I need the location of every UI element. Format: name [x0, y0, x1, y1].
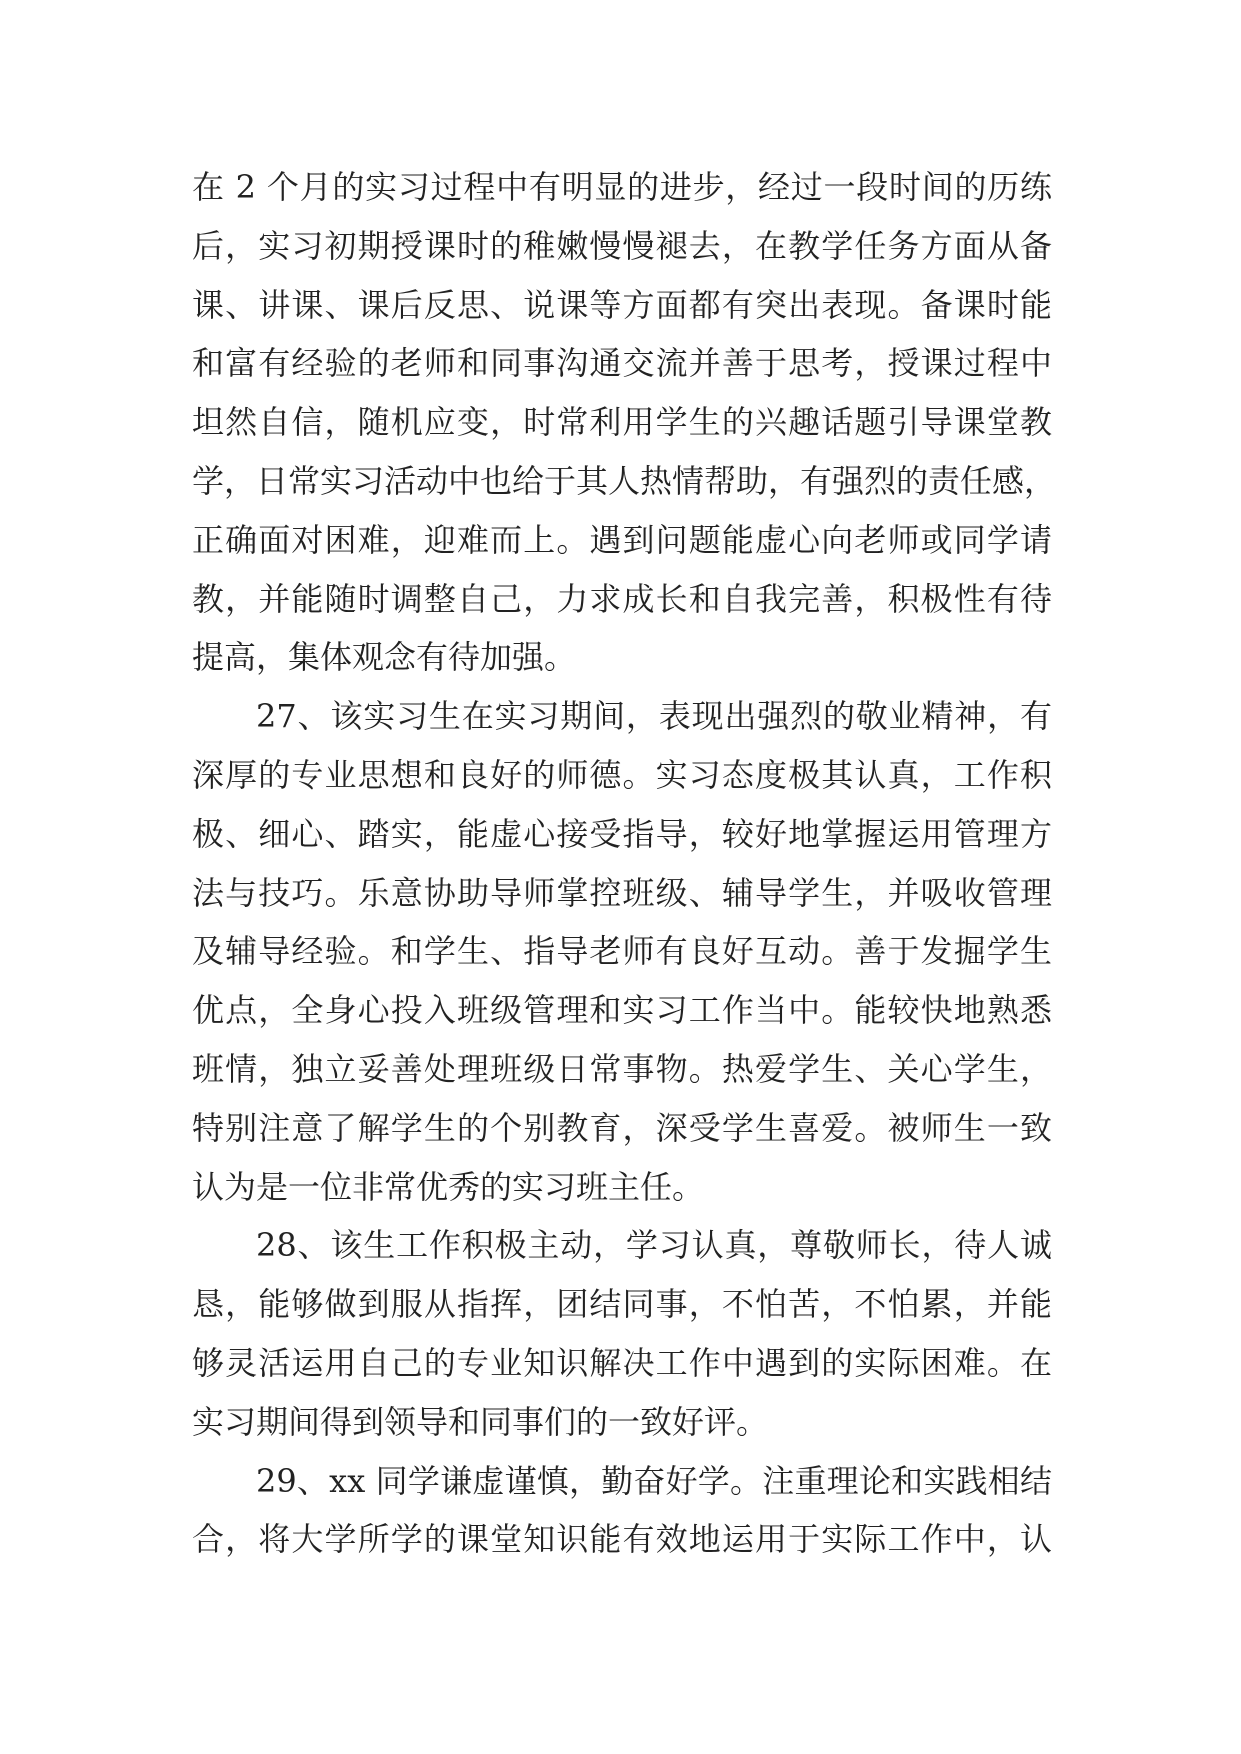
text-line: 优点，全身心投入班级管理和实习工作当中。能较快地熟悉: [192, 991, 1052, 1030]
text-line: 特别注意了解学生的个别教育，深受学生喜爱。被师生一致: [192, 1108, 1052, 1147]
text-line: 29、xx 同学谦虚谨慎，勤奋好学。注重理论和实践相结: [256, 1461, 1052, 1500]
text-line: 提高，集体观念有待加强。: [192, 638, 577, 677]
document-body: [192, 158, 1057, 1569]
text-line: 实习期间得到领导和同事们的一致好评。: [192, 1402, 769, 1441]
text-line: 和富有经验的老师和同事沟通交流并善于思考，授课过程中: [192, 344, 1052, 383]
text-line: 坦然自信，随机应变，时常利用学生的兴趣话题引导课堂教: [192, 403, 1052, 442]
text-line: 后，实习初期授课时的稚嫩慢慢褪去，在教学任务方面从备: [192, 226, 1052, 265]
text-line: 27、该实习生在实习期间，表现出强烈的敬业精神，有: [256, 697, 1052, 736]
text-line: 正确面对困难，迎难而上。遇到问题能虚心向老师或同学请: [192, 520, 1052, 559]
text-line: 学，日常实习活动中也给于其人热情帮助，有强烈的责任感，: [192, 461, 1057, 500]
text-line: 28、该生工作积极主动，学习认真，尊敬师长，待人诚: [256, 1226, 1052, 1265]
text-line: 极、细心、踏实，能虚心接受指导，较好地掌握运用管理方: [192, 814, 1052, 853]
text-line: 课、讲课、课后反思、说课等方面都有突出表现。备课时能: [192, 285, 1052, 324]
text-line: 合，将大学所学的课堂知识能有效地运用于实际工作中，认: [192, 1520, 1052, 1559]
text-line: 班情，独立妥善处理班级日常事物。热爱学生、关心学生，: [192, 1049, 1052, 1088]
text-line: 在 2 个月的实习过程中有明显的进步，经过一段时间的历练: [192, 168, 1052, 206]
text-line: 恳，能够做到服从指挥，团结同事，不怕苦，不怕累，并能: [192, 1285, 1052, 1324]
text-line: 及辅导经验。和学生、指导老师有良好互动。善于发掘学生: [192, 932, 1052, 971]
text-line: 深厚的专业思想和良好的师德。实习态度极其认真，工作积: [192, 755, 1052, 794]
text-line: 够灵活运用自己的专业知识解决工作中遇到的实际困难。在: [192, 1343, 1052, 1382]
text-line: 认为是一位非常优秀的实习班主任。: [192, 1167, 705, 1206]
text-line: 教，并能随时调整自己，力求成长和自我完善，积极性有待: [192, 579, 1052, 618]
text-line: 法与技巧。乐意协助导师掌控班级、辅导学生，并吸收管理: [192, 873, 1052, 912]
